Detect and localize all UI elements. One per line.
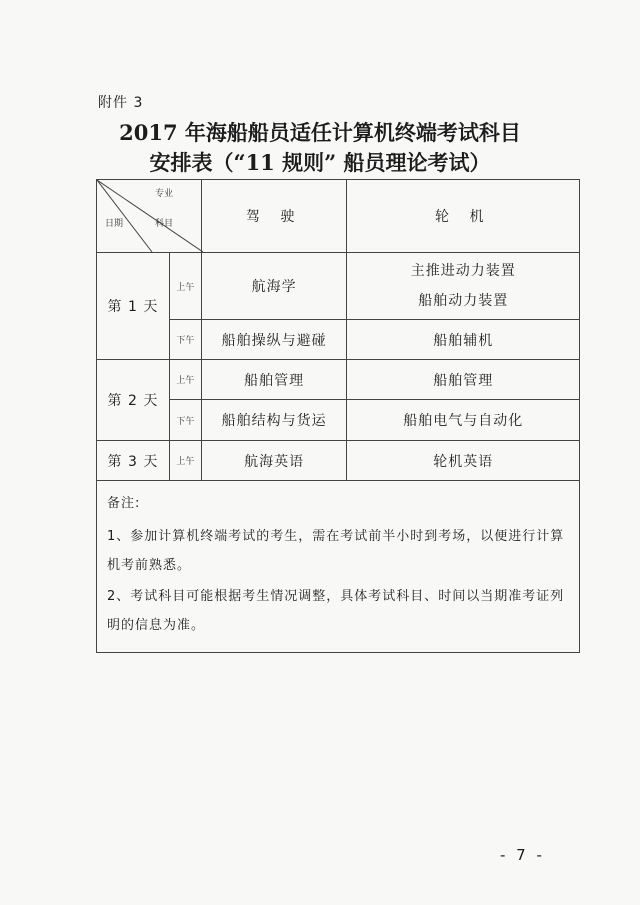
period-label: 上午 <box>169 253 201 320</box>
document-title-line1: 2017 年海船船员适任计算机终端考试科目 <box>119 120 521 145</box>
day-label: 第 1 天 <box>97 253 170 360</box>
page-number: - 7 - <box>500 846 545 864</box>
diagonal-line-secondary <box>97 180 152 252</box>
diag-label-major: 专业 <box>155 189 174 199</box>
engine-subject: 船舶管理 <box>347 360 580 400</box>
day-label: 第 3 天 <box>97 441 170 481</box>
engine-subject: 船舶电气与自动化 <box>347 400 580 441</box>
diag-label-date: 日期 <box>105 219 124 229</box>
period-label: 上午 <box>169 360 201 400</box>
table-row <box>97 253 580 320</box>
drive-subject: 航海英语 <box>201 441 347 481</box>
schedule-table <box>96 179 580 653</box>
engine-subject: 轮机英语 <box>347 441 580 481</box>
period-label: 上午 <box>169 441 201 481</box>
diagonal-line-main <box>97 180 203 252</box>
note-item: 1、参加计算机终端考试的考生，需在考试前半小时到考场，以便进行计算机考前熟悉。 <box>107 529 565 573</box>
header-engine: 轮 机 <box>347 180 580 253</box>
diag-label-subject: 科目 <box>155 219 174 229</box>
notes-cell <box>97 481 580 653</box>
drive-subject: 船舶操纵与避碰 <box>201 320 347 360</box>
table-row <box>97 400 580 441</box>
note-item: 2、考试科目可能根据考生情况调整，具体考试科目、时间以当期准考证列明的信息为准。 <box>107 589 565 633</box>
header-row <box>97 180 580 253</box>
drive-subject: 船舶管理 <box>201 360 347 400</box>
table-row <box>97 441 580 481</box>
attachment-label: 附件 3 <box>98 95 144 111</box>
period-label: 下午 <box>169 320 201 360</box>
table-row <box>97 360 580 400</box>
period-label: 下午 <box>169 400 201 441</box>
notes-heading: 备注: <box>107 496 141 511</box>
document-title-line2: 安排表（“11 规则” 船员理论考试） <box>149 150 491 175</box>
engine-subject <box>347 253 580 320</box>
header-drive: 驾 驶 <box>201 180 347 253</box>
table-row <box>97 320 580 360</box>
engine-subject-line: 主推进动力装置 <box>410 263 516 279</box>
engine-subject-line: 船舶动力装置 <box>418 293 509 309</box>
day-label: 第 2 天 <box>97 360 170 441</box>
notes-row <box>97 481 580 653</box>
drive-subject: 航海学 <box>201 253 347 320</box>
diagonal-header-lines <box>97 180 203 252</box>
diagonal-header-cell <box>97 180 202 253</box>
drive-subject: 船舶结构与货运 <box>201 400 347 441</box>
engine-subject: 船舶辅机 <box>347 320 580 360</box>
